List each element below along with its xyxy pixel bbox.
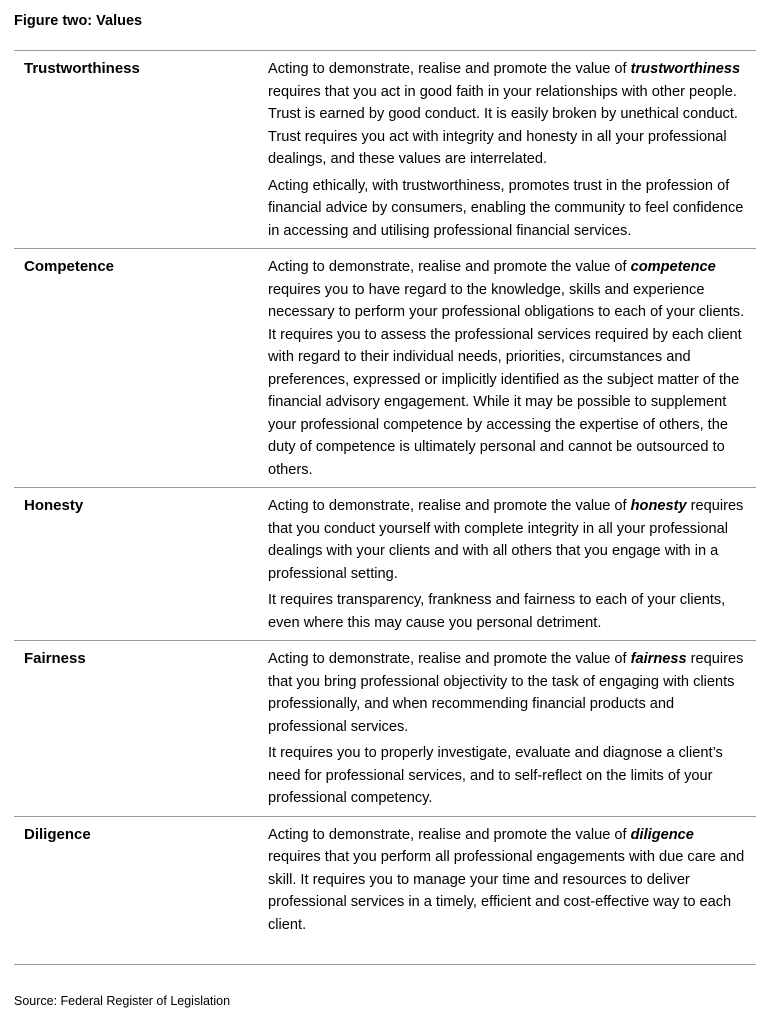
- value-description: [258, 249, 756, 488]
- value-emphasis: fairness: [630, 651, 687, 667]
- table-row: [14, 816, 756, 965]
- figure-title: Figure two: Values: [14, 13, 143, 29]
- table-row: [14, 249, 756, 488]
- value-term: Trustworthiness: [14, 51, 258, 249]
- value-term: Fairness: [14, 641, 258, 817]
- value-emphasis: honesty: [630, 498, 687, 514]
- value-description: [258, 488, 756, 641]
- value-emphasis: competence: [630, 259, 716, 275]
- description-paragraph: Acting to demonstrate, realise and promote the value of competence requires you to have regard to the knowledge, skills and experience necessary to perform your professional obligations to each of your clients. It requires you to assess the professional services required by each client with regard to their individual needs, priorities, circumstances and preferences, expressed or implicitly identified as the subject matter of the financial advisory engagement. While it may be possible to supplement your professional competence by accessing the expertise of others, the duty of competence is ultimately personal and cannot be outsourced to others.: [268, 259, 745, 478]
- value-description: [258, 51, 756, 249]
- table-row: [14, 641, 756, 817]
- table-row: [14, 488, 756, 641]
- value-description: [258, 816, 756, 965]
- table-row: [14, 51, 756, 249]
- description-paragraph: Acting ethically, with trustworthiness, promotes trust in the profession of financial advice by consumers, enabling the community to feel confidence in accessing and utilising professional financial services.: [268, 177, 744, 239]
- value-term: Competence: [14, 249, 258, 488]
- description-paragraph: Acting to demonstrate, realise and promote the value of honesty requires that you conduct yourself with complete integrity in all your professional dealings with your clients and with all others that you engage with in a professional setting.: [268, 498, 744, 582]
- value-description: [258, 641, 756, 817]
- value-term: Diligence: [14, 816, 258, 965]
- description-paragraph: It requires you to properly investigate, evaluate and diagnose a client’s need for professional services, and to self-reflect on the limits of your professional competency.: [268, 745, 723, 806]
- description-paragraph: Acting to demonstrate, realise and promote the value of diligence requires that you perform all professional engagements with due care and skill. It requires you to manage your time and resources to deliver professional services in a timely, efficient and cost-effective way to each client.: [268, 826, 745, 933]
- description-paragraph: Acting to demonstrate, realise and promote the value of trustworthiness requires that you act in good faith in your relationships with other people. Trust is earned by good conduct. It is easily broken by unethical conduct. Trust requires you act with integrity and honesty in all your professional dealings, and these values are interrelated.: [268, 61, 741, 167]
- source-note: Source: Federal Register of Legislation: [14, 994, 231, 1008]
- description-paragraph: It requires transparency, frankness and fairness to each of your clients, even where this may cause you personal detriment.: [268, 592, 726, 631]
- value-emphasis: trustworthiness: [630, 61, 741, 77]
- values-table: [14, 50, 756, 965]
- description-paragraph: Acting to demonstrate, realise and promote the value of fairness requires that you bring professional objectivity to the task of engaging with clients professionally, and when recommending financial products and professional services.: [268, 651, 744, 735]
- value-term: Honesty: [14, 488, 258, 641]
- value-emphasis: diligence: [630, 826, 694, 843]
